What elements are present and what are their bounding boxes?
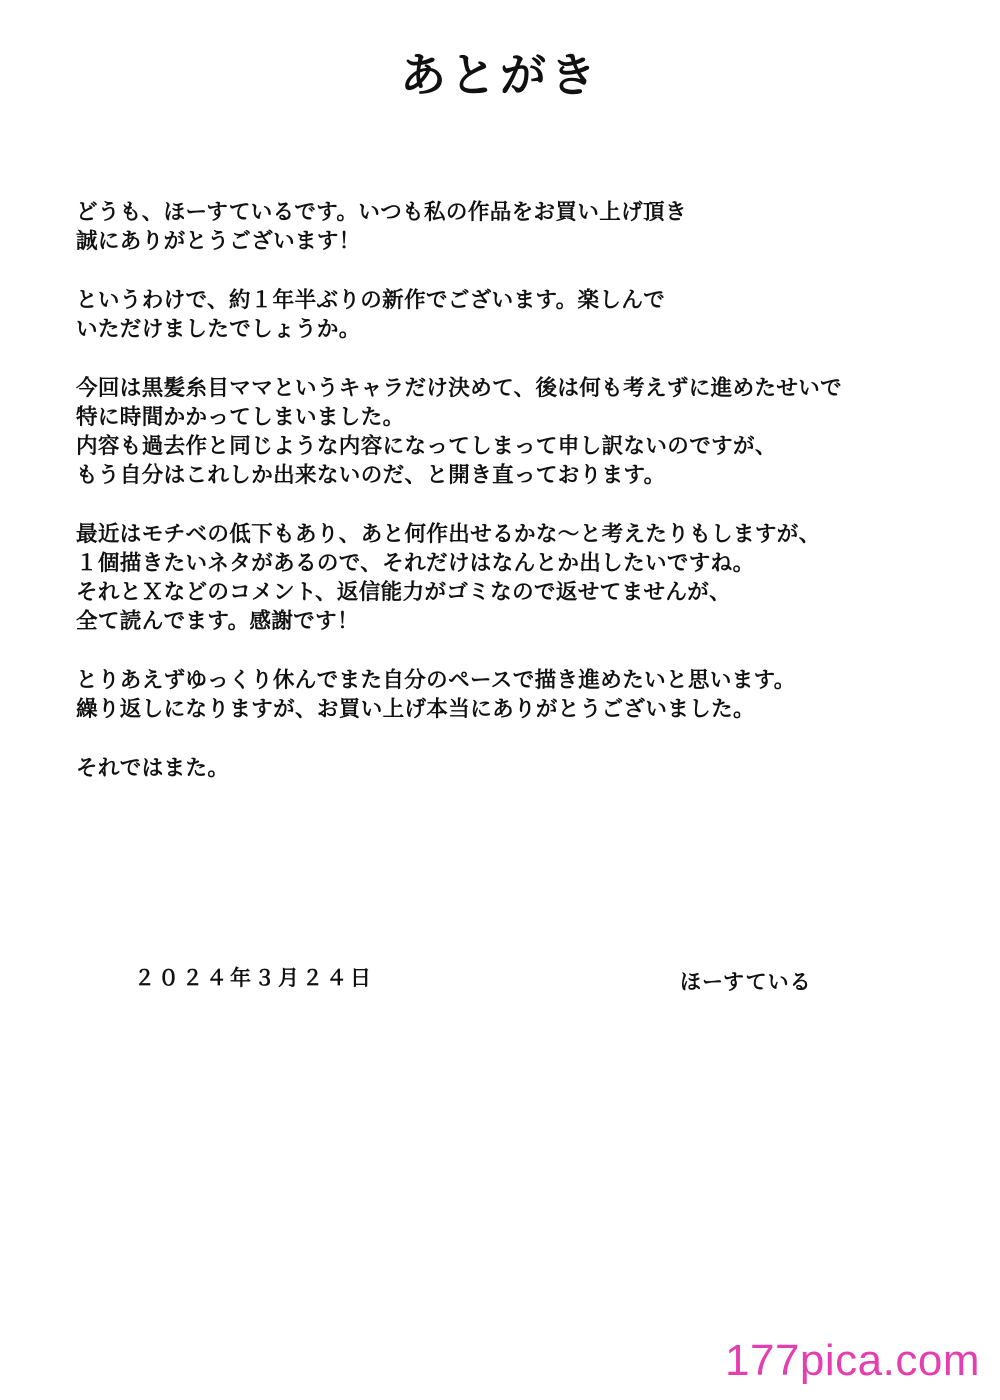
text-line: 全て読んでます。感謝です！ [76, 609, 359, 634]
afterword-body [76, 198, 956, 813]
text-line: 繰り返しになりますが、お買い上げ本当にありがとうございました。 [76, 697, 755, 722]
text-line: 今回は黒髪糸目ママというキャラだけ決めて、後は何も考えずに進めたせいで [76, 376, 843, 401]
text-line: 最近はモチベの低下もあり、あと何作出せるかな～と考えたりもしますが、 [76, 522, 821, 547]
paragraph-thanks [76, 666, 956, 724]
date-text: ２０２４年３月２４日 [134, 966, 374, 990]
text-line: というわけで、約１年半ぶりの新作でございます。楽しんで [76, 288, 666, 313]
text-line: とりあえずゆっくり休んでまた自分のペースで描き進めたいと思います。 [76, 668, 796, 693]
text-line: それとＸなどのコメント、返信能力がゴミなので返せてませんが、 [76, 580, 732, 605]
text-line: 特に時間かかってしまいました。 [76, 405, 405, 430]
text-line: １個描きたいネタがあるので、それだけはなんとか出したいですね。 [76, 551, 755, 576]
text-line: どうも、ほーすているです。いつも私の作品をお買い上げ頂き [76, 200, 687, 225]
text-line: 内容も過去作と同じような内容になってしまって申し訳ないのですが、 [76, 434, 777, 459]
text-line: いただけましたでしょうか。 [76, 317, 361, 342]
text-line: それではまた。 [76, 756, 230, 781]
paragraph-motivation [76, 520, 956, 636]
watermark: 177pica.com [725, 1336, 980, 1385]
page-title: あとがき [400, 48, 600, 102]
text-line: 誠にありがとうございます！ [76, 229, 361, 254]
paragraph-new-work [76, 286, 956, 344]
paragraph-character [76, 374, 956, 490]
text-line: もう自分はこれしか出来ないのだ、と開き直っております。 [76, 463, 666, 488]
paragraph-greeting [76, 198, 956, 256]
author-signature: ほーすている [680, 970, 812, 994]
paragraph-farewell [76, 754, 956, 783]
